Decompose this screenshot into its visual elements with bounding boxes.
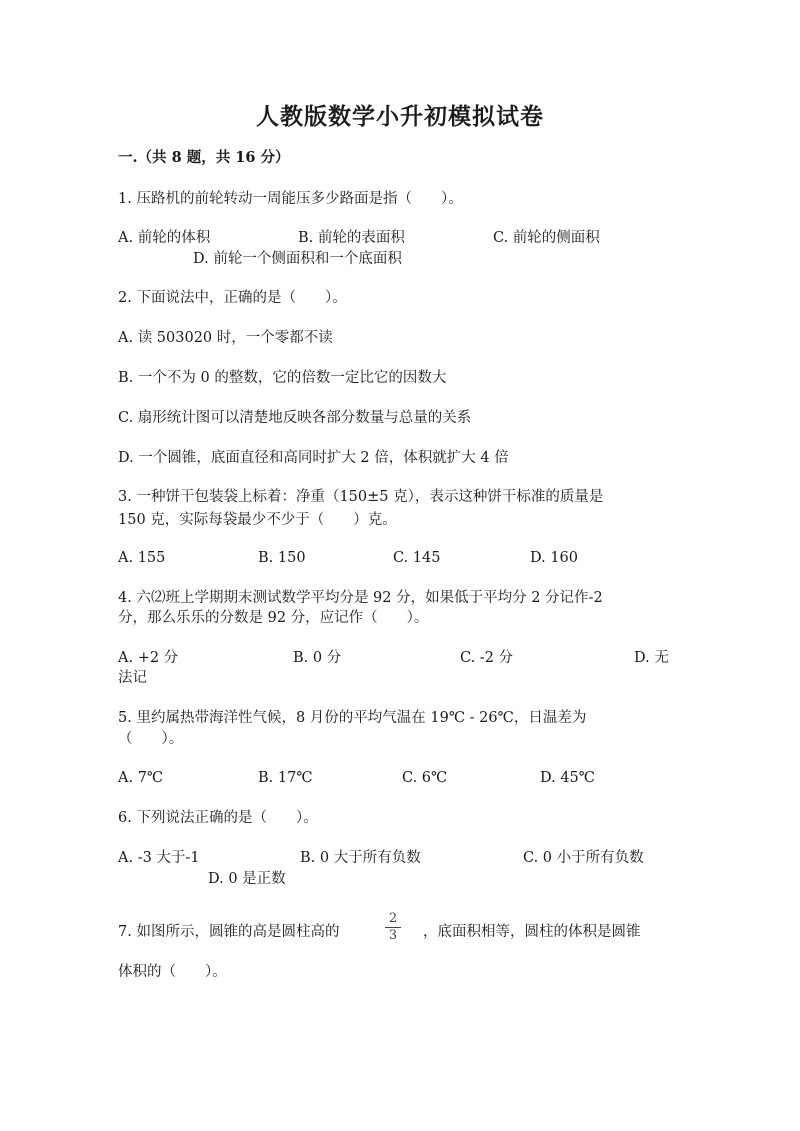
question-2-option-c: C. 扇形统计图可以清楚地反映各部分数量与总量的关系 (118, 410, 472, 426)
question-3-option-a: A. 155 (118, 550, 166, 566)
question-1-option-b: B. 前轮的表面积 (298, 230, 405, 246)
question-6-option-a: A. -3 大于-1 (118, 850, 200, 866)
fraction-denominator: 3 (388, 928, 398, 943)
question-4-stem-line-2: 分，那么乐乐的分数是 92 分，应记作（ ）。 (118, 610, 429, 626)
question-2-stem: 2. 下面说法中，正确的是（ ）。 (118, 290, 347, 306)
question-4-option-d-line-1: D. 无 (634, 650, 669, 666)
page-title: 人教版数学小升初模拟试卷 (256, 103, 544, 130)
question-6-option-b: B. 0 大于所有负数 (300, 850, 421, 866)
question-6-stem: 6. 下列说法正确的是（ ）。 (118, 810, 318, 826)
question-7-stem-part-1: 7. 如图所示，圆锥的高是圆柱高的 (118, 924, 340, 940)
question-1-option-c: C. 前轮的侧面积 (493, 230, 600, 246)
question-7-fraction (385, 912, 401, 943)
question-3-option-b: B. 150 (258, 550, 306, 566)
question-5-option-c: C. 6℃ (402, 770, 448, 786)
question-1-option-a: A. 前轮的体积 (118, 230, 211, 246)
question-7-stem-part-2: ，底面积相等，圆柱的体积是圆锥 (423, 924, 641, 940)
question-3-option-d: D. 160 (530, 550, 579, 566)
question-5-option-a: A. 7℃ (118, 770, 164, 786)
question-6-option-d: D. 0 是正数 (208, 871, 286, 887)
question-2-option-b: B. 一个不为 0 的整数，它的倍数一定比它的因数大 (118, 370, 447, 386)
question-5-option-b: B. 17℃ (258, 770, 313, 786)
question-3-option-c: C. 145 (393, 550, 441, 566)
question-4-option-a: A. +2 分 (118, 650, 179, 666)
question-4-option-c: C. -2 分 (460, 650, 514, 666)
question-7-stem-line-2: 体积的（ ）。 (118, 964, 227, 980)
question-5-stem-line-2: （ ）。 (118, 731, 184, 747)
question-2-option-d: D. 一个圆锥，底面直径和高同时扩大 2 倍，体积就扩大 4 倍 (118, 450, 509, 466)
question-3-stem-line-1: 3. 一种饼干包装袋上标着：净重（150±5 克），表示这种饼干标准的质量是 (118, 489, 604, 505)
question-5-option-d: D. 45℃ (540, 770, 595, 786)
question-6-option-c: C. 0 小于所有负数 (523, 850, 644, 866)
fraction-numerator: 2 (388, 911, 398, 926)
section-heading: 一.（共 8 题，共 16 分） (118, 149, 290, 166)
question-1-stem: 1. 压路机的前轮转动一周能压多少路面是指（ ）。 (118, 191, 463, 207)
question-4-stem-line-1: 4. 六⑵班上学期期末测试数学平均分是 92 分，如果低于平均分 2 分记作-2 (118, 590, 603, 606)
question-5-stem-line-1: 5. 里约属热带海洋性气候，8 月份的平均气温在 19℃ - 26℃，日温差为 (118, 710, 587, 726)
question-2-option-a: A. 读 503020 时，一个零都不读 (118, 330, 333, 346)
question-3-stem-line-2: 150 克，实际每袋最少不少于（ ）克。 (118, 512, 397, 528)
question-4-option-d-line-2: 法记 (118, 670, 147, 686)
question-4-option-b: B. 0 分 (293, 650, 342, 666)
question-1-option-d: D. 前轮一个侧面积和一个底面积 (193, 251, 402, 267)
